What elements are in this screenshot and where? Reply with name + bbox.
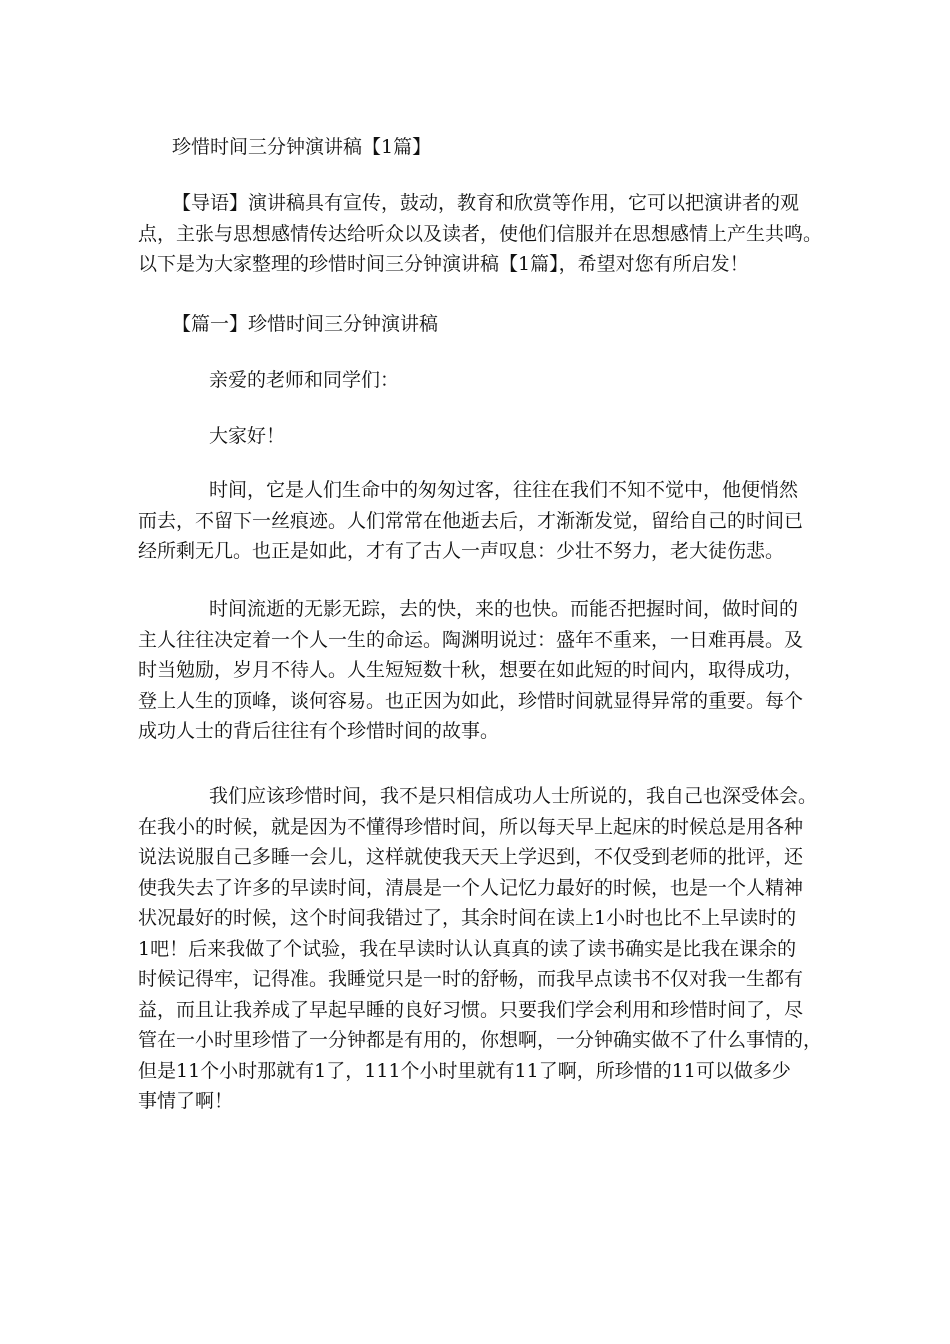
paragraph-line: 登上人生的顶峰，谈何容易。也正因为如此，珍惜时间就显得异常的重要。每个	[138, 689, 804, 712]
paragraph-line: 主人往往决定着一个人一生的命运。陶渊明说过：盛年不重来，一日难再晨。及	[138, 628, 804, 651]
paragraph-line: 而去，不留下一丝痕迹。人们常常在他逝去后，才渐渐发觉，留给自己的时间已	[138, 509, 804, 532]
paragraph-line: 经所剩无几。也正是如此，才有了古人一声叹息：少壮不努力，老大徒伤悲。	[138, 540, 785, 562]
paragraph-line: 时间流逝的无影无踪，去的快，来的也快。而能否把握时间，做时间的	[209, 598, 799, 620]
paragraph-2	[138, 594, 828, 747]
section-heading	[138, 309, 828, 340]
intro-paragraph	[138, 188, 828, 280]
paragraph-line: 状况最好的时候，这个时间我错过了，其余时间在读上1小时也比不上早读时的	[138, 907, 797, 929]
intro-line: 【导语】演讲稿具有宣传，鼓动，教育和欣赏等作用，它可以把演讲者的观	[172, 192, 800, 214]
title-text: 珍惜时间三分钟演讲稿【1篇】	[172, 136, 432, 158]
salutation	[138, 365, 828, 396]
paragraph-line: 在我小的时候，就是因为不懂得珍惜时间，所以每天早上起床的时候总是用各种	[138, 815, 804, 838]
paragraph-line: 使我失去了许多的早读时间，清晨是一个人记忆力最好的时候，也是一个人精神	[138, 876, 804, 899]
salutation-text: 亲爱的老师和同学们：	[209, 369, 400, 391]
paragraph-line: 但是11个小时那就有1了，111个小时里就有11了啊，所珍惜的11可以做多少	[138, 1059, 791, 1082]
paragraph-line: 事情了啊！	[138, 1090, 234, 1112]
paragraph-line: 时候记得牢，记得准。我睡觉只是一时的舒畅，而我早点读书不仅对我一生都有	[138, 968, 804, 990]
paragraph-1	[138, 475, 828, 567]
paragraph-line: 管在一小时里珍惜了一分钟都是有用的，你想啊，一分钟确实做不了什么事情的，	[138, 1029, 823, 1051]
greeting-text: 大家好！	[209, 425, 286, 447]
paragraph-line: 时间，它是人们生命中的匆匆过客，往往在我们不知不觉中，他便悄然	[209, 479, 799, 501]
paragraph-line: 时当勉励，岁月不待人。人生短短数十秋，想要在如此短的时间内，取得成功，	[138, 659, 804, 681]
paragraph-line: 说法说服自己多睡一会儿，这样就使我天天上学迟到，不仅受到老师的批评，还	[138, 846, 804, 868]
intro-line: 以下是为大家整理的珍惜时间三分钟演讲稿【1篇】，希望对您有所启发！	[138, 253, 749, 275]
intro-line: 点，主张与思想感情传达给听众以及读者，使他们信服并在思想感情上产生共鸣。	[138, 222, 823, 245]
paragraph-line: 益，而且让我养成了早起早睡的良好习惯。只要我们学会利用和珍惜时间了，尽	[138, 998, 804, 1021]
paragraph-line: 我们应该珍惜时间，我不是只相信成功人士所说的，我自己也深受体会。	[209, 785, 818, 807]
paragraph-line: 成功人士的背后往往有个珍惜时间的故事。	[138, 720, 500, 742]
section-heading-text: 【篇一】珍惜时间三分钟演讲稿	[172, 313, 439, 335]
document-title	[138, 132, 828, 163]
greeting	[138, 421, 828, 452]
paragraph-line: 1吧！后来我做了个试验，我在早读时认认真真的读了读书确实是比我在课余的	[138, 937, 797, 960]
paragraph-3	[138, 781, 828, 1117]
